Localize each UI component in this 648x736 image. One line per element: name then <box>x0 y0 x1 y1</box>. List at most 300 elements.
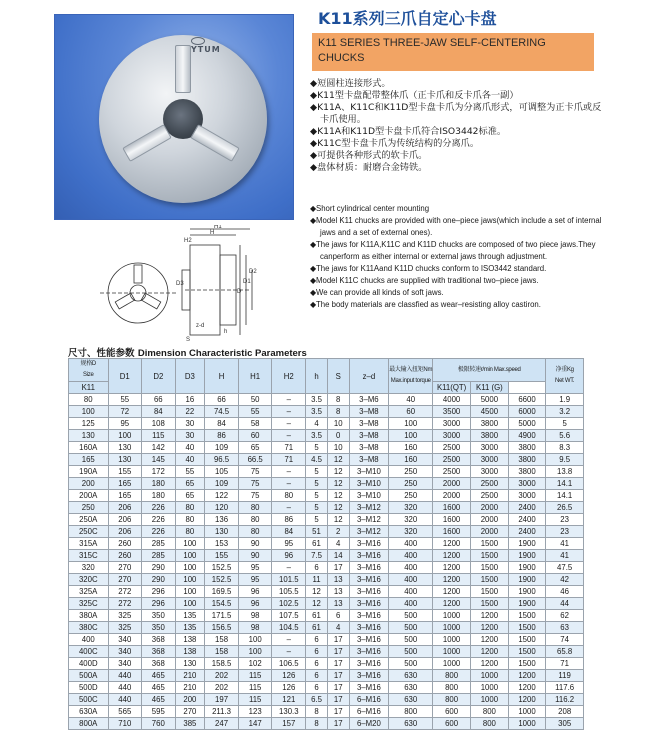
table-cell: 3–M16 <box>349 634 389 646</box>
table-cell: 136 <box>205 514 239 526</box>
table-cell: 760 <box>142 718 176 730</box>
table-cell: 340 <box>108 646 142 658</box>
table-cell: 58 <box>238 418 272 430</box>
table-cell: 95 <box>272 538 306 550</box>
feature-cn-item: ◆K11A和K11D型卡盘卡爪符合ISO3442标准。 <box>310 126 507 137</box>
table-cell: 156.5 <box>205 622 239 634</box>
table-cell: 66.5 <box>238 454 272 466</box>
table-row <box>69 550 584 562</box>
table-cell: 165 <box>69 454 109 466</box>
table-row <box>69 466 584 478</box>
table-cell: 305 <box>546 718 584 730</box>
table-cell: 340 <box>108 658 142 670</box>
table-cell: 71 <box>272 454 306 466</box>
table-cell: 500 <box>389 634 433 646</box>
table-cell: 4 <box>327 622 349 634</box>
table-cell: 6–M16 <box>349 706 389 718</box>
table-cell: 1.9 <box>546 394 584 406</box>
table-cell: 138 <box>175 646 205 658</box>
table-cell: 61 <box>306 610 328 622</box>
table-cell: 630 <box>389 670 433 682</box>
features-english <box>310 203 602 311</box>
table-cell: 95 <box>238 574 272 586</box>
table-cell: 600 <box>433 718 471 730</box>
table-cell: 1500 <box>471 538 509 550</box>
table-cell: 385 <box>175 718 205 730</box>
page-title: K11系列三爪自定心卡盘 <box>318 9 497 28</box>
table-cell: 100 <box>175 598 205 610</box>
logo-icon <box>191 37 205 45</box>
table-cell: 272 <box>108 586 142 598</box>
table-cell: 800 <box>433 682 471 694</box>
table-cell: 3–M12 <box>349 514 389 526</box>
table-cell: 121 <box>272 694 306 706</box>
table-cell: 1000 <box>433 634 471 646</box>
table-cell: 6 <box>306 646 328 658</box>
table-cell: 95 <box>238 562 272 574</box>
table-cell: 66 <box>142 394 176 406</box>
table-cell: 202 <box>205 670 239 682</box>
table-cell: 1500 <box>508 610 546 622</box>
table-row <box>69 718 584 730</box>
table-cell: 9.5 <box>546 454 584 466</box>
table-cell: 42 <box>546 574 584 586</box>
table-cell: 1600 <box>433 514 471 526</box>
table-cell: 3000 <box>433 430 471 442</box>
table-cell: 2500 <box>433 466 471 478</box>
label-d1: D1 <box>243 279 251 285</box>
table-row <box>69 658 584 670</box>
table-cell: 3–M12 <box>349 502 389 514</box>
table-cell: 400D <box>69 658 109 670</box>
table-cell: 80 <box>175 514 205 526</box>
table-cell: 6.5 <box>306 694 328 706</box>
table-cell: 1000 <box>508 718 546 730</box>
table-cell: 380A <box>69 610 109 622</box>
table-cell: 80 <box>272 490 306 502</box>
technical-drawing <box>100 225 260 345</box>
table-cell: 180 <box>142 478 176 490</box>
table-cell: 285 <box>142 538 176 550</box>
table-cell: 55 <box>108 394 142 406</box>
table-cell: 100 <box>238 634 272 646</box>
feature-cn-item: ◆可提供各种形式的软卡爪。 <box>310 150 428 161</box>
table-cell: 1500 <box>471 574 509 586</box>
table-cell: 1200 <box>508 682 546 694</box>
table-cell: 105 <box>205 466 239 478</box>
table-cell: 200A <box>69 490 109 502</box>
header-size: 规格D Size <box>69 359 109 382</box>
table-cell: 210 <box>175 670 205 682</box>
table-cell: 1500 <box>471 562 509 574</box>
features-chinese <box>310 78 610 174</box>
product-photo <box>54 14 294 220</box>
table-cell: 158 <box>205 634 239 646</box>
table-row <box>69 646 584 658</box>
table-cell: 100 <box>175 562 205 574</box>
table-cell: 260 <box>108 538 142 550</box>
table-cell: 285 <box>142 550 176 562</box>
table-row <box>69 562 584 574</box>
table-row <box>69 430 584 442</box>
label-d2: D2 <box>249 269 257 275</box>
table-cell: 12 <box>327 466 349 478</box>
table-cell: 86 <box>205 430 239 442</box>
table-cell: 17 <box>327 562 349 574</box>
table-cell: 1500 <box>508 646 546 658</box>
table-cell: 800 <box>471 706 509 718</box>
table-cell: 84 <box>205 418 239 430</box>
header-speed: 极限转速r/min Max.speed <box>433 359 546 382</box>
table-cell: 325C <box>69 598 109 610</box>
table-cell: 5 <box>306 490 328 502</box>
table-cell: 800A <box>69 718 109 730</box>
table-cell: 5 <box>306 502 328 514</box>
table-cell: 226 <box>142 526 176 538</box>
table-cell: 250 <box>389 478 433 490</box>
table-cell: 10 <box>327 418 349 430</box>
table-cell: – <box>272 562 306 574</box>
table-cell: 368 <box>142 658 176 670</box>
feature-cn-item: ◆短圆柱连接形式。 <box>310 78 391 89</box>
table-cell: 1500 <box>508 622 546 634</box>
table-cell: 630 <box>389 682 433 694</box>
table-cell: 2400 <box>508 502 546 514</box>
table-cell: – <box>272 634 306 646</box>
table-cell: 2500 <box>471 478 509 490</box>
table-cell: 1900 <box>508 574 546 586</box>
table-row <box>69 418 584 430</box>
header-s: S <box>327 359 349 394</box>
table-cell: 2000 <box>471 526 509 538</box>
table-cell: 6 <box>306 658 328 670</box>
table-cell: 122 <box>205 490 239 502</box>
table-cell: 84 <box>142 406 176 418</box>
table-cell: – <box>272 418 306 430</box>
table-cell: 30 <box>175 430 205 442</box>
logo-text: YTUM <box>191 45 221 54</box>
table-cell: 155 <box>205 550 239 562</box>
table-cell: 17 <box>327 706 349 718</box>
table-cell: 0 <box>327 430 349 442</box>
table-cell: 6 <box>327 610 349 622</box>
table-cell: 8 <box>327 394 349 406</box>
chuck-image <box>99 35 267 203</box>
table-cell: 2000 <box>433 478 471 490</box>
table-cell: 126 <box>272 682 306 694</box>
header-h: H <box>205 359 239 394</box>
table-cell: 5 <box>306 514 328 526</box>
table-cell: 2500 <box>433 454 471 466</box>
table-cell: 90 <box>238 538 272 550</box>
header-k11: K11 <box>69 382 109 394</box>
table-cell: 3–M16 <box>349 610 389 622</box>
table-cell: 12 <box>327 454 349 466</box>
table-cell: 75 <box>238 490 272 502</box>
table-cell: 3–M8 <box>349 454 389 466</box>
table-cell: 1000 <box>471 694 509 706</box>
table-cell: 119 <box>546 670 584 682</box>
table-cell: 71 <box>272 442 306 454</box>
table-cell: 135 <box>175 610 205 622</box>
table-cell: 17 <box>327 718 349 730</box>
table-cell: 3–M16 <box>349 538 389 550</box>
table-cell: 206 <box>108 502 142 514</box>
table-cell: 1900 <box>508 550 546 562</box>
table-cell: 210 <box>175 682 205 694</box>
table-cell: 4 <box>306 418 328 430</box>
table-cell: 62 <box>546 610 584 622</box>
table-cell: 315A <box>69 538 109 550</box>
table-cell: 80 <box>175 526 205 538</box>
table-cell: 6600 <box>508 394 546 406</box>
table-cell: 65 <box>175 490 205 502</box>
table-cell: 41 <box>546 538 584 550</box>
table-cell: 4000 <box>433 394 471 406</box>
table-cell: 6 <box>306 562 328 574</box>
table-cell: 3–M16 <box>349 598 389 610</box>
header-weight: 净重Kg Net WT. <box>546 359 584 394</box>
table-cell: 8.3 <box>546 442 584 454</box>
table-cell: – <box>272 478 306 490</box>
table-cell: 3–M12 <box>349 526 389 538</box>
table-cell: 120 <box>205 502 239 514</box>
table-cell: 3000 <box>471 454 509 466</box>
table-cell: – <box>272 406 306 418</box>
table-cell: 41 <box>546 550 584 562</box>
table-cell: 23 <box>546 526 584 538</box>
table-cell: 440 <box>108 682 142 694</box>
table-cell: 400 <box>389 598 433 610</box>
table-cell: 630A <box>69 706 109 718</box>
table-row <box>69 682 584 694</box>
table-cell: 500 <box>389 658 433 670</box>
table-cell: 400 <box>389 574 433 586</box>
table-cell: 117.6 <box>546 682 584 694</box>
table-cell: 3000 <box>471 442 509 454</box>
table-cell: 98 <box>238 622 272 634</box>
table-cell: 65.8 <box>546 646 584 658</box>
table-cell: 3500 <box>433 406 471 418</box>
table-cell: 71 <box>546 658 584 670</box>
table-cell: 46 <box>546 586 584 598</box>
table-cell: 153 <box>205 538 239 550</box>
table-cell: 290 <box>142 562 176 574</box>
table-cell: 130.3 <box>272 706 306 718</box>
table-cell: 3–M8 <box>349 406 389 418</box>
table-row <box>69 538 584 550</box>
table-row <box>69 454 584 466</box>
table-cell: 3–M10 <box>349 490 389 502</box>
table-row <box>69 634 584 646</box>
table-cell: 2400 <box>508 526 546 538</box>
table-cell: 1200 <box>433 598 471 610</box>
table-cell: 3–M16 <box>349 682 389 694</box>
table-cell: 270 <box>108 574 142 586</box>
table-cell: 5.6 <box>546 430 584 442</box>
dimension-table <box>68 358 584 730</box>
table-cell: 1500 <box>471 586 509 598</box>
table-cell: 17 <box>327 682 349 694</box>
table-cell: 126 <box>272 670 306 682</box>
table-cell: 102 <box>238 658 272 670</box>
table-cell: 1200 <box>471 610 509 622</box>
table-cell: 630 <box>389 694 433 706</box>
table-cell: 4.5 <box>306 454 328 466</box>
table-cell: 1200 <box>508 670 546 682</box>
table-cell: 10 <box>327 442 349 454</box>
table-row <box>69 406 584 418</box>
table-cell: – <box>272 646 306 658</box>
table-cell: 2 <box>327 526 349 538</box>
table-cell: 96 <box>238 586 272 598</box>
table-cell: 96 <box>238 598 272 610</box>
table-cell: 3–M16 <box>349 574 389 586</box>
table-cell: 5000 <box>508 418 546 430</box>
table-cell: 1000 <box>433 646 471 658</box>
header-k11qt: K11(QT) <box>433 382 471 394</box>
table-cell: 5000 <box>471 394 509 406</box>
table-row <box>69 490 584 502</box>
table-cell: 1000 <box>471 670 509 682</box>
table-cell: 380C <box>69 622 109 634</box>
table-cell: 350 <box>142 622 176 634</box>
table-cell: 80 <box>69 394 109 406</box>
header-k11g: K11 (G) <box>471 382 509 394</box>
table-cell: 13.8 <box>546 466 584 478</box>
feature-en-item: ◆The jaws for K11Aand K11D chucks conform to ISO3442 standard. <box>310 264 547 273</box>
table-cell: 1200 <box>471 634 509 646</box>
table-cell: 66 <box>205 394 239 406</box>
table-cell: 206 <box>108 526 142 538</box>
table-cell: 130 <box>108 454 142 466</box>
table-cell: 3800 <box>508 454 546 466</box>
table-cell: 14.1 <box>546 490 584 502</box>
table-cell: 145 <box>142 454 176 466</box>
table-cell: 595 <box>142 706 176 718</box>
table-cell: 158 <box>205 646 239 658</box>
table-cell: 200 <box>175 694 205 706</box>
table-cell: 5 <box>306 466 328 478</box>
table-cell: 250 <box>389 466 433 478</box>
table-cell: 142 <box>142 442 176 454</box>
table-cell: 1500 <box>471 550 509 562</box>
table-cell: 226 <box>142 502 176 514</box>
label-h1: H1 <box>214 225 222 230</box>
feature-cn-item: ◆K11A、K11C和K11D型卡盘卡爪为分离爪形式，可调整为正卡爪或反卡爪使用。 <box>310 102 602 125</box>
table-cell: 96.5 <box>205 454 239 466</box>
table-header-row <box>69 359 584 382</box>
table-cell: 500 <box>389 622 433 634</box>
table-cell: 23 <box>546 514 584 526</box>
table-cell: 500A <box>69 670 109 682</box>
table-cell: 80 <box>238 526 272 538</box>
header-torque: 最大输入扭矩Nm Max.input torque <box>389 359 433 394</box>
feature-en-item: ◆The body materials are classfied as wear–resisting alloy castiron. <box>310 300 541 309</box>
table-cell: 250A <box>69 514 109 526</box>
table-cell: 1200 <box>508 694 546 706</box>
table-cell: 130 <box>108 442 142 454</box>
table-cell: 3.5 <box>306 394 328 406</box>
table-cell: 96 <box>272 550 306 562</box>
table-cell: 440 <box>108 670 142 682</box>
table-cell: 200 <box>69 478 109 490</box>
table-cell: 3.5 <box>306 430 328 442</box>
table-cell: 320 <box>389 514 433 526</box>
table-cell: 17 <box>327 694 349 706</box>
table-cell: 5 <box>546 418 584 430</box>
table-cell: 4900 <box>508 430 546 442</box>
table-cell: 30 <box>175 418 205 430</box>
table-cell: 190A <box>69 466 109 478</box>
table-cell: 100 <box>175 538 205 550</box>
table-cell: 2500 <box>433 442 471 454</box>
table-cell: 8 <box>327 406 349 418</box>
table-cell: 100 <box>175 586 205 598</box>
table-row <box>69 598 584 610</box>
table-cell: 100 <box>389 430 433 442</box>
table-cell: 109 <box>205 442 239 454</box>
table-cell: 107.5 <box>272 610 306 622</box>
table-cell: 6 <box>306 682 328 694</box>
table-cell: 1200 <box>433 574 471 586</box>
table-cell: 1900 <box>508 562 546 574</box>
table-cell: 72 <box>108 406 142 418</box>
feature-en-item: ◆The jaws for K11A,K11C and K11D chucks are composed of two piece jaws.They canperform as either internal or external jaws through adjustment. <box>310 240 596 261</box>
table-cell: 2000 <box>471 514 509 526</box>
table-cell: 108 <box>142 418 176 430</box>
table-row <box>69 514 584 526</box>
table-cell: 26.5 <box>546 502 584 514</box>
table-row <box>69 442 584 454</box>
table-cell: 51 <box>306 526 328 538</box>
table-cell: 6 <box>306 670 328 682</box>
label-d3: D3 <box>176 281 184 287</box>
table-cell: 440 <box>108 694 142 706</box>
table-cell: 3–M16 <box>349 586 389 598</box>
table-cell: 80 <box>238 514 272 526</box>
table-cell: 100 <box>175 574 205 586</box>
table-cell: 8 <box>306 706 328 718</box>
table-cell: – <box>272 394 306 406</box>
table-cell: 40 <box>175 454 205 466</box>
table-cell: 260 <box>108 550 142 562</box>
table-cell: 106.5 <box>272 658 306 670</box>
table-cell: 84 <box>272 526 306 538</box>
table-cell: 368 <box>142 634 176 646</box>
table-cell: 3–M10 <box>349 466 389 478</box>
table-row <box>69 586 584 598</box>
table-cell: 90 <box>238 550 272 562</box>
table-cell: 152.5 <box>205 562 239 574</box>
table-cell: 2400 <box>508 514 546 526</box>
table-cell: 12 <box>306 586 328 598</box>
table-body <box>69 394 584 730</box>
table-cell: 165 <box>108 478 142 490</box>
table-cell: 1000 <box>433 610 471 622</box>
table-cell: 180 <box>142 490 176 502</box>
table-cell: 60 <box>389 406 433 418</box>
table-cell: 12 <box>327 514 349 526</box>
table-cell: 1200 <box>433 562 471 574</box>
table-cell: 1200 <box>433 538 471 550</box>
table-cell: 6–M16 <box>349 694 389 706</box>
table-cell: 1000 <box>471 682 509 694</box>
table-cell: 2500 <box>471 490 509 502</box>
table-cell: 3–M8 <box>349 418 389 430</box>
table-cell: 115 <box>238 670 272 682</box>
header-d2: D2 <box>142 359 176 394</box>
